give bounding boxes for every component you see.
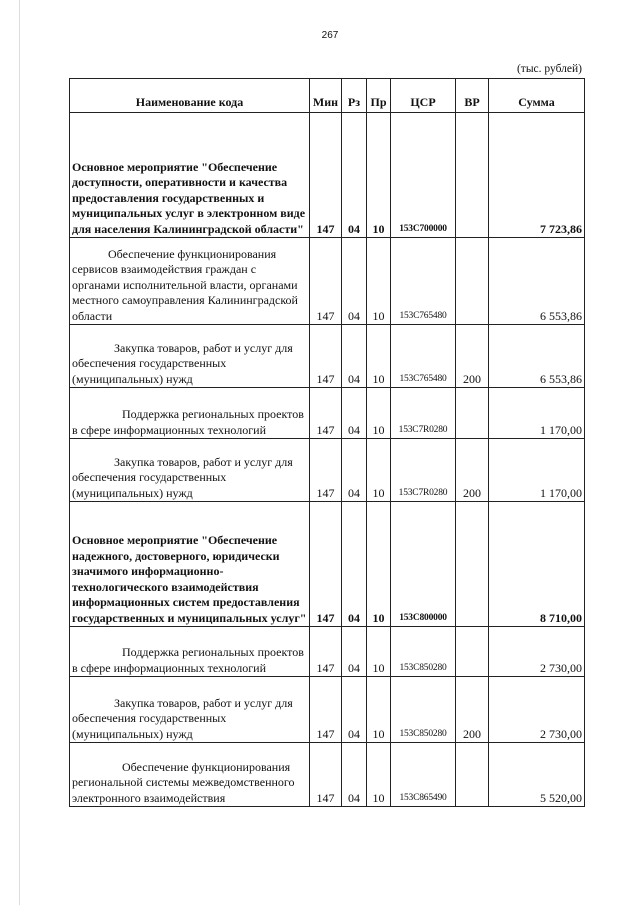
units-label: (тыс. рублей): [516, 63, 582, 75]
row-vr: [456, 502, 489, 627]
table-row: [70, 439, 585, 502]
row-vr: [456, 388, 489, 439]
table-row: [70, 743, 585, 807]
row-name: Закупка товаров, работ и услуг для обеспечения государственных (муниципальных) нужд: [70, 677, 310, 743]
row-rz: 04: [342, 627, 367, 677]
row-name: Основное мероприятие "Обеспечение надежного, достоверного, юридически значимого информационно-технологического взаимодействия информационных систем предоставления государственных и муниципальных услуг": [70, 502, 310, 627]
table-row: [70, 113, 585, 238]
row-sum: 7 723,86: [489, 113, 585, 238]
row-name: Поддержка региональных проектов в сфере информационных технологий: [70, 388, 310, 439]
row-min: 147: [310, 439, 342, 502]
header-pr: Пр: [367, 79, 391, 113]
row-rz: 04: [342, 325, 367, 388]
table-row: [70, 627, 585, 677]
row-pr: 10: [367, 238, 391, 325]
row-min: 147: [310, 677, 342, 743]
row-rz: 04: [342, 743, 367, 807]
scan-margin-line: [19, 0, 20, 905]
row-pr: 10: [367, 502, 391, 627]
header-min: Мин: [310, 79, 342, 113]
row-pr: 10: [367, 113, 391, 238]
row-csr: 153С765480: [391, 238, 456, 325]
row-sum: 6 553,86: [489, 325, 585, 388]
row-vr: [456, 627, 489, 677]
row-csr: 153С800000: [391, 502, 456, 627]
table-row: [70, 388, 585, 439]
row-min: 147: [310, 325, 342, 388]
row-pr: 10: [367, 627, 391, 677]
header-rz: Рз: [342, 79, 367, 113]
row-sum: 2 730,00: [489, 677, 585, 743]
table-row: [70, 238, 585, 325]
row-name: Обеспечение функционирования региональной системы межведомственного электронного взаимодействия: [70, 743, 310, 807]
row-rz: 04: [342, 238, 367, 325]
row-vr: 200: [456, 325, 489, 388]
row-sum: 2 730,00: [489, 627, 585, 677]
table-row: [70, 502, 585, 627]
row-name: Закупка товаров, работ и услуг для обеспечения государственных (муниципальных) нужд: [70, 439, 310, 502]
row-min: 147: [310, 502, 342, 627]
row-pr: 10: [367, 439, 391, 502]
header-vr: ВР: [456, 79, 489, 113]
row-csr: 153С850280: [391, 677, 456, 743]
row-vr: [456, 743, 489, 807]
row-sum: 1 170,00: [489, 388, 585, 439]
row-csr: 153С765480: [391, 325, 456, 388]
row-pr: 10: [367, 677, 391, 743]
row-min: 147: [310, 743, 342, 807]
row-csr: 153С7R0280: [391, 388, 456, 439]
header-csr: ЦСР: [391, 79, 456, 113]
row-min: 147: [310, 627, 342, 677]
header-sum: Сумма: [489, 79, 585, 113]
row-vr: [456, 113, 489, 238]
row-name: Поддержка региональных проектов в сфере информационных технологий: [70, 627, 310, 677]
table-row: [70, 325, 585, 388]
header-name: Наименование кода: [70, 79, 310, 113]
row-pr: 10: [367, 388, 391, 439]
row-csr: 153С850280: [391, 627, 456, 677]
row-pr: 10: [367, 325, 391, 388]
row-pr: 10: [367, 743, 391, 807]
row-csr: 153С700000: [391, 113, 456, 238]
row-sum: 1 170,00: [489, 439, 585, 502]
row-vr: 200: [456, 439, 489, 502]
row-min: 147: [310, 238, 342, 325]
row-rz: 04: [342, 113, 367, 238]
row-vr: [456, 238, 489, 325]
row-min: 147: [310, 388, 342, 439]
budget-table: [69, 78, 585, 807]
row-rz: 04: [342, 677, 367, 743]
row-vr: 200: [456, 677, 489, 743]
row-name: Обеспечение функционирования сервисов взаимодействия граждан с органами исполнительной власти, органами местного самоуправления Калининградской области: [70, 238, 310, 325]
row-min: 147: [310, 113, 342, 238]
table-row: [70, 677, 585, 743]
row-rz: 04: [342, 388, 367, 439]
row-name: Закупка товаров, работ и услуг для обеспечения государственных (муниципальных) нужд: [70, 325, 310, 388]
row-name: Основное мероприятие "Обеспечение доступности, оперативности и качества предоставления государственных и муниципальных услуг в электронном виде для населения Калининградской области": [70, 113, 310, 238]
row-sum: 5 520,00: [489, 743, 585, 807]
row-rz: 04: [342, 502, 367, 627]
table-header-row: [70, 79, 585, 113]
row-sum: 8 710,00: [489, 502, 585, 627]
page-number: 267: [321, 30, 339, 41]
row-rz: 04: [342, 439, 367, 502]
row-csr: 153С865490: [391, 743, 456, 807]
row-csr: 153С7R0280: [391, 439, 456, 502]
row-sum: 6 553,86: [489, 238, 585, 325]
